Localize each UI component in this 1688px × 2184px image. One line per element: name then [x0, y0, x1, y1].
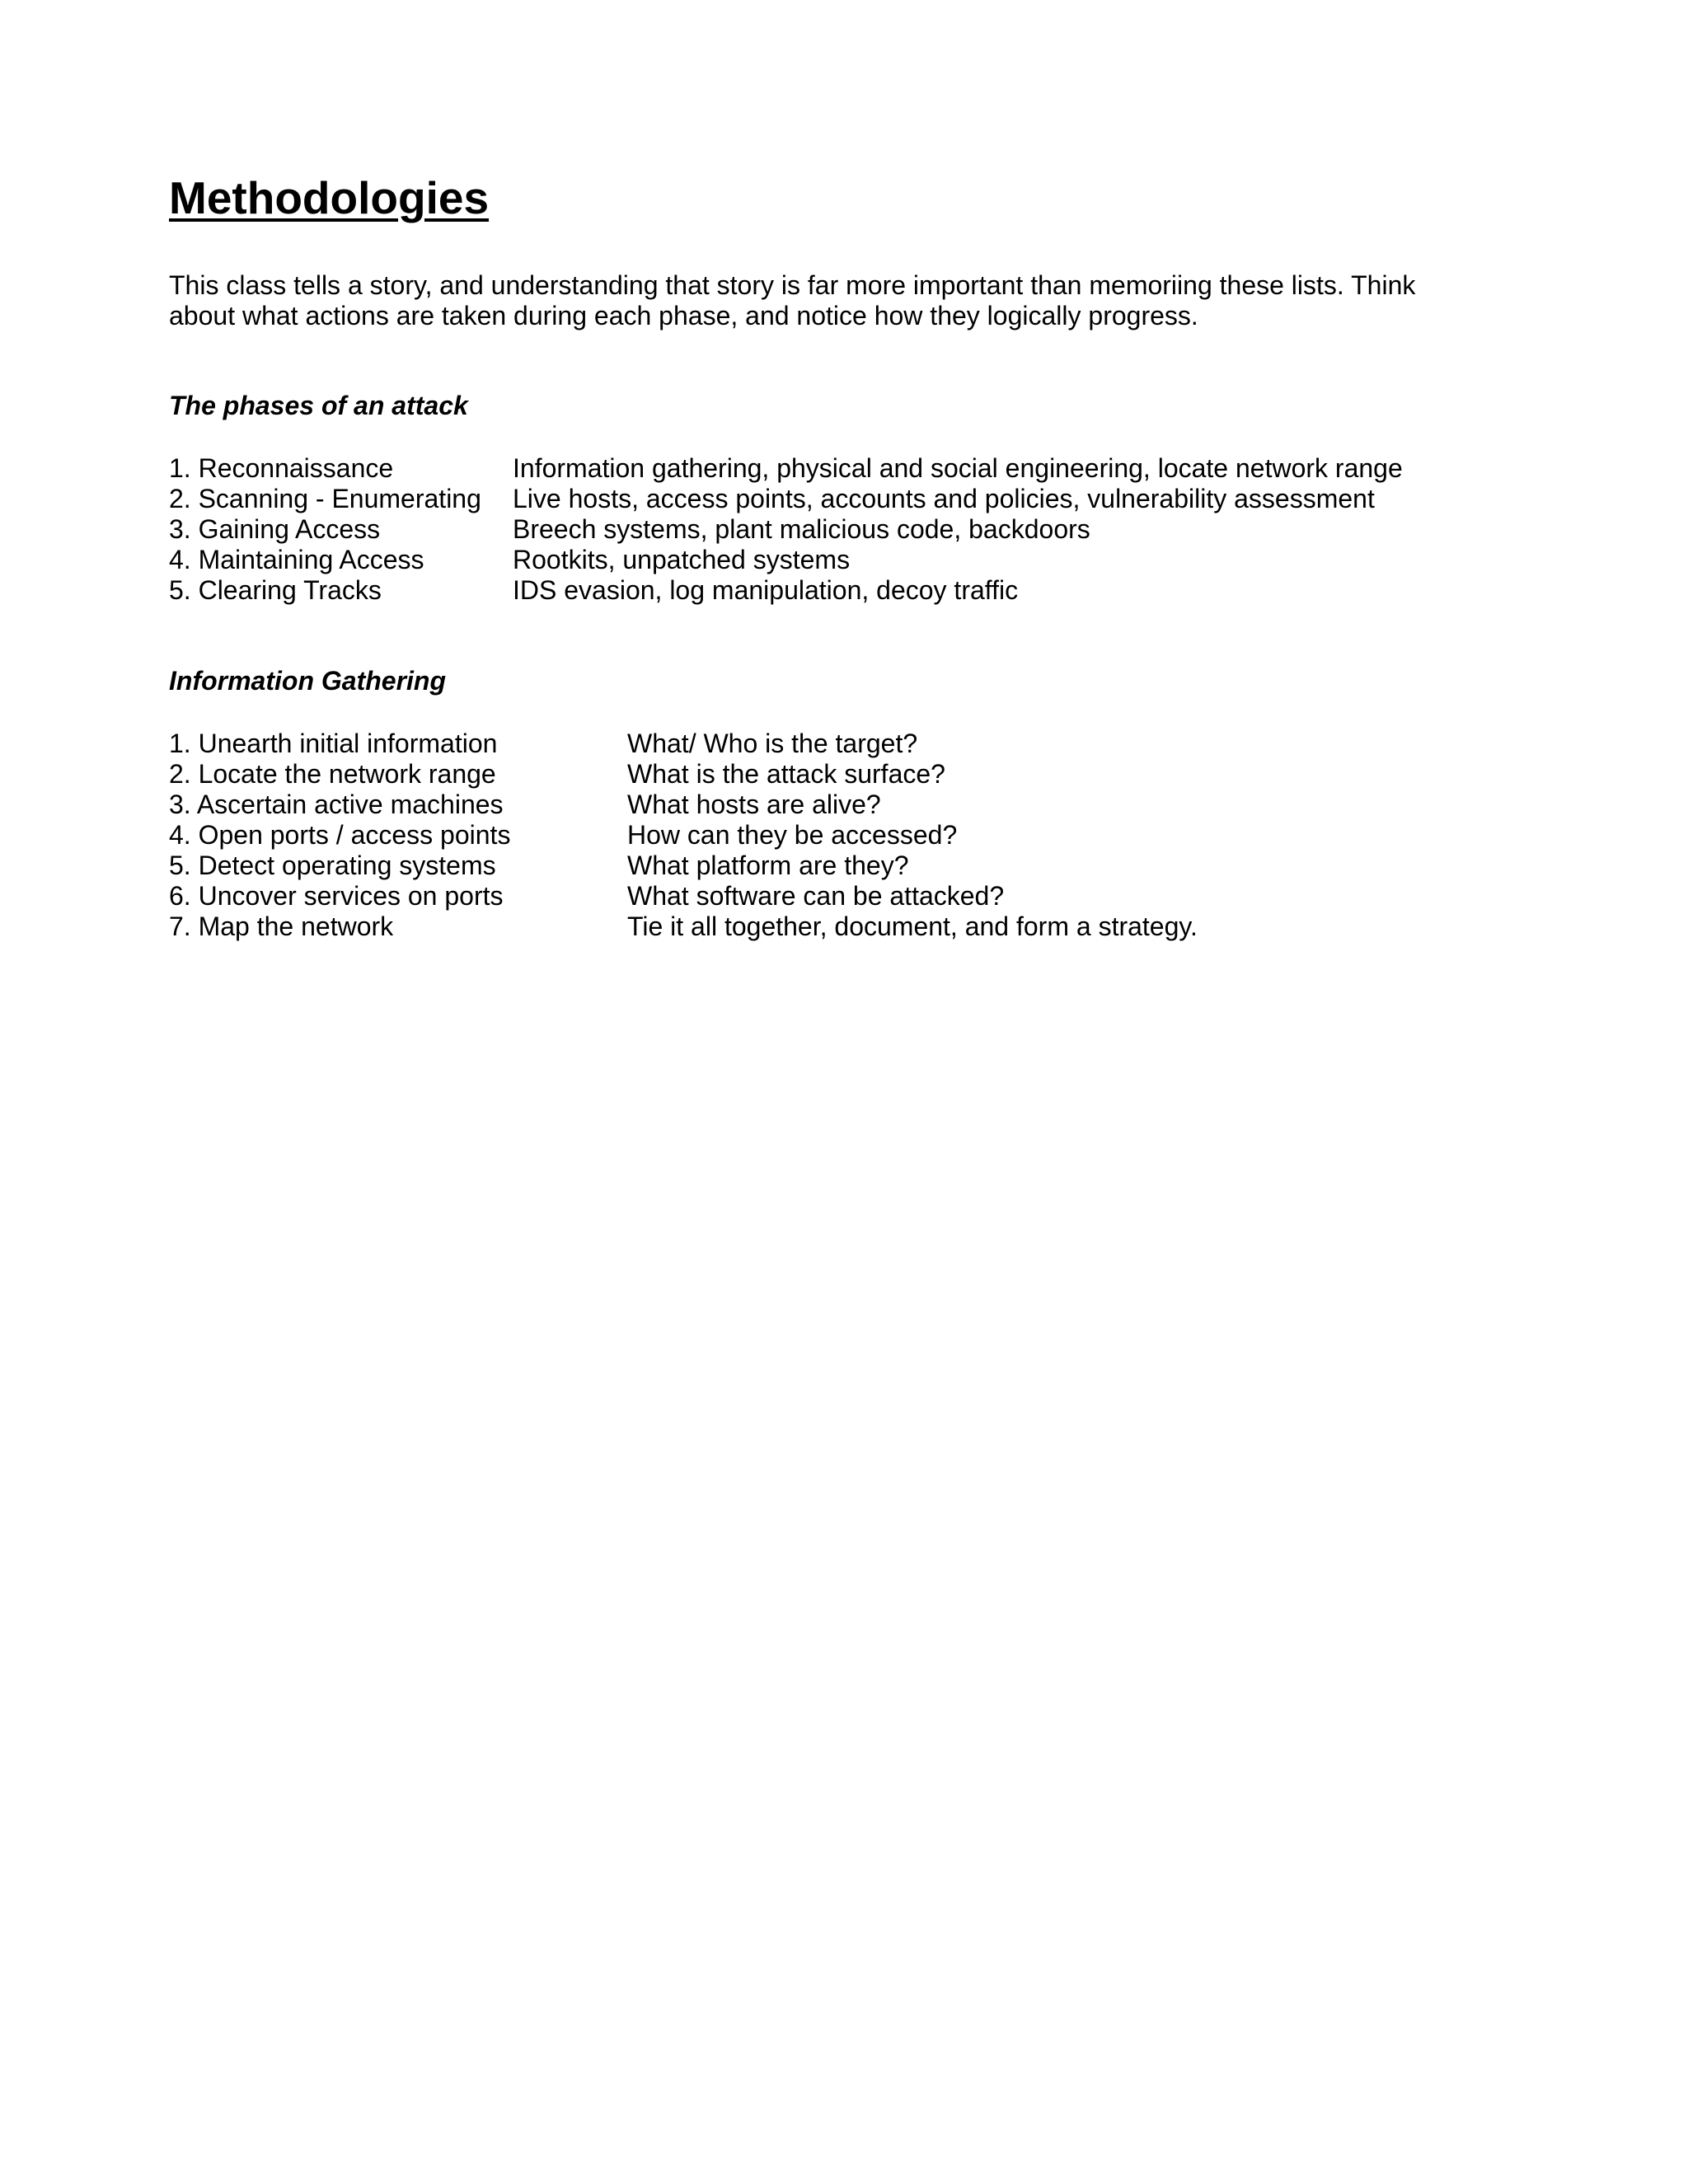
step-question: What platform are they? [627, 851, 909, 880]
step-question: How can they be accessed? [627, 820, 958, 850]
phase-label: 3. Gaining Access [169, 514, 381, 544]
step-label: 4. Open ports / access points [169, 820, 511, 850]
phase-description: Breech systems, plant malicious code, backdoors [513, 514, 1090, 544]
phase-description: Information gathering, physical and social engineering, locate network range [513, 453, 1403, 483]
list-item [169, 851, 909, 881]
intro-line: about what actions are taken during each phase, and notice how they logically progress. [169, 301, 1198, 330]
step-label: 3. Ascertain active machines [169, 790, 504, 819]
intro-paragraph [169, 270, 1537, 331]
step-question: What is the attack surface? [627, 759, 945, 789]
step-question: What hosts are alive? [627, 790, 881, 819]
step-label: 2. Locate the network range [169, 759, 496, 789]
step-label: 5. Detect operating systems [169, 851, 496, 880]
list-item [169, 881, 1005, 912]
phase-label: 5. Clearing Tracks [169, 575, 382, 605]
list-item [169, 484, 1375, 514]
list-item [169, 912, 1198, 942]
information-gathering-list [169, 729, 1198, 942]
phase-label: 4. Maintaining Access [169, 545, 424, 574]
page-title: Methodologies [169, 172, 490, 223]
step-label: 1. Unearth initial information [169, 729, 498, 758]
phases-list [169, 453, 1403, 606]
list-item [169, 790, 881, 820]
list-item [169, 514, 1090, 545]
list-item [169, 729, 918, 759]
step-label: 6. Uncover services on ports [169, 881, 504, 911]
list-item [169, 575, 1019, 606]
information-gathering-heading: Information Gathering [169, 666, 446, 696]
phase-label: 1. Reconnaissance [169, 453, 394, 483]
list-item [169, 545, 851, 575]
phase-description: IDS evasion, log manipulation, decoy traffic [513, 575, 1019, 605]
step-question: What/ Who is the target? [627, 729, 918, 758]
step-question: What software can be attacked? [627, 881, 1005, 911]
phase-label: 2. Scanning - Enumerating [169, 484, 481, 513]
phases-heading: The phases of an attack [169, 391, 468, 420]
list-item [169, 453, 1403, 484]
intro-line: This class tells a story, and understanding that story is far more important than memoriing these lists. Think [169, 270, 1416, 300]
step-label: 7. Map the network [169, 912, 394, 941]
list-item [169, 820, 958, 851]
list-item [169, 759, 945, 790]
phase-description: Live hosts, access points, accounts and policies, vulnerability assessment [513, 484, 1375, 513]
step-question: Tie it all together, document, and form a strategy. [627, 912, 1198, 941]
phase-description: Rootkits, unpatched systems [513, 545, 851, 574]
